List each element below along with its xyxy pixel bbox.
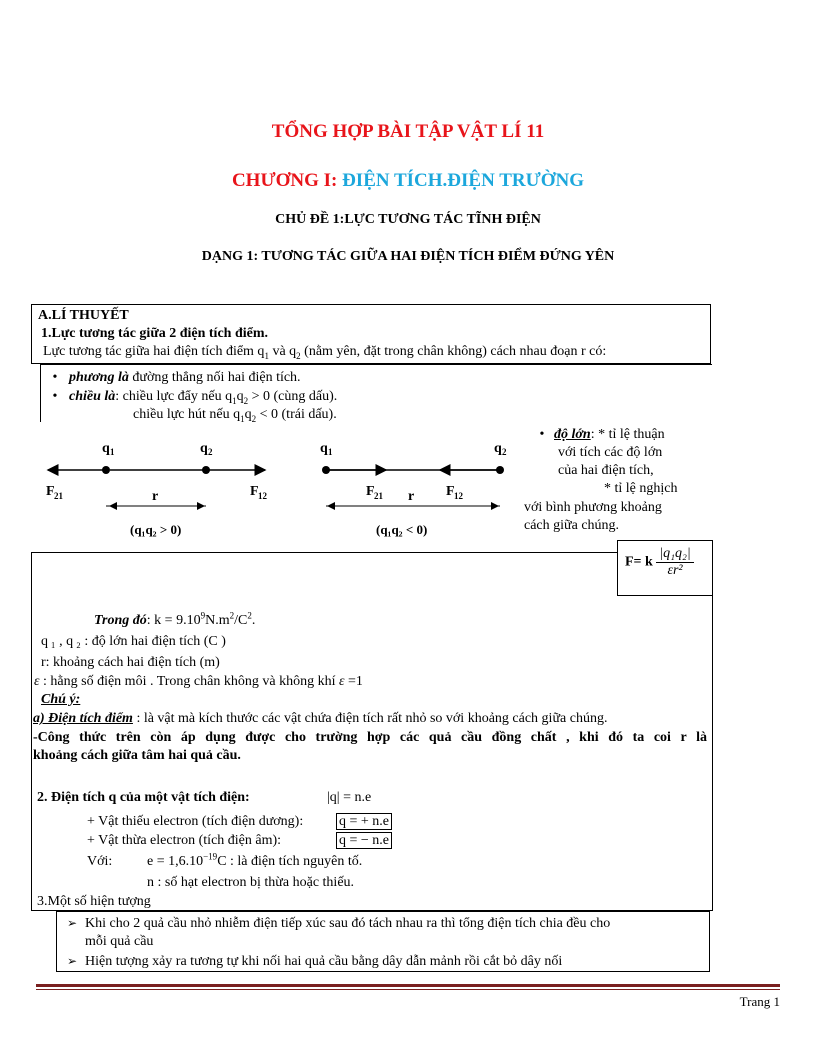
diagram-attraction — [300, 430, 520, 550]
bullet-direction: • phương là đường thẳng nối hai điện tích. — [52, 370, 301, 385]
svg-text:12: 12 — [258, 491, 267, 501]
phenomenon-1-cont: mỗi quả cầu — [85, 934, 154, 949]
svg-text:r: r — [408, 489, 415, 504]
footer-rule-thick — [36, 984, 780, 987]
excess-electron-formula: q = − n.e — [336, 832, 392, 849]
chapter-name: ĐIỆN TÍCH.ĐIỆN TRƯỜNG — [342, 170, 585, 191]
bullet-magnitude: • độ lớn: * tỉ lệ thuận — [539, 427, 665, 442]
svg-text:21: 21 — [374, 491, 383, 501]
electron-count: n : số hạt electron bị thừa hoặc thiếu. — [147, 875, 355, 890]
svg-text:1: 1 — [110, 447, 115, 457]
elementary-charge: $e = 1,6.10^{-19}C$ : là điện tích nguyên tố. — [147, 851, 363, 869]
f21-label: F — [46, 484, 55, 499]
magnitude-line4: * tỉ lệ nghịch — [604, 481, 678, 496]
magnitude-line3: của hai điện tích, — [558, 463, 654, 478]
excess-electron: + Vật thừa electron (tích điện âm): — [87, 833, 282, 848]
svg-text:q: q — [494, 441, 502, 456]
q-definition: q ₁ , q ₂ : độ lớn hai điện tích (C ) — [41, 634, 226, 649]
phenomenon-2: ➢ Hiện tượng xảy ra tương tự khi nối hai quả cầu bằng dây dẫn mảnh rồi cắt bỏ dây nối — [66, 954, 563, 969]
magnitude-line5: với bình phương khoảng — [524, 500, 662, 515]
svg-text:21: 21 — [54, 491, 63, 501]
lack-electron: + Vật thiếu electron (tích điện dương): — [87, 814, 304, 829]
svg-text:F: F — [366, 484, 375, 499]
document-title: TỔNG HỢP BÀI TẬP VẬT LÍ 11 — [271, 121, 545, 142]
svg-text:1: 1 — [328, 447, 333, 457]
epsilon-definition: ε : hằng số điện môi . Trong chân không và không khí ε =1 — [34, 674, 363, 689]
q1-label: q — [102, 441, 110, 456]
r-definition: r: khoảng cách hai điện tích (m) — [41, 655, 220, 670]
theory-intro: Lực tương tác giữa hai điện tích điểm $q_1$ và $q_2$ (nằm yên, đặt trong chân không) cách nhau đoạn r có: — [43, 344, 607, 361]
topic-title: CHỦ ĐỀ 1:LỰC TƯƠNG TÁC TĨNH ĐIỆN — [275, 212, 541, 227]
bullet-sense: • chiều là: chiều lực đẩy nếu $q_1q_2 > 0$ (cùng dấu). — [52, 389, 338, 406]
magnitude-line6: cách giữa chúng. — [524, 518, 620, 533]
bullet-sense-2: chiều lực hút nếu $q_1q_2 < 0$ (trái dấu). — [133, 407, 337, 424]
chapter-prefix: CHƯƠNG I: — [231, 170, 343, 191]
svg-text:q: q — [320, 441, 328, 456]
with-label: Với: — [87, 854, 113, 869]
theory-heading: A.LÍ THUYẾT — [38, 308, 129, 323]
magnitude-line2: với tích các độ lớn — [558, 445, 663, 460]
where-line: Trong đó: $k = 9.10^9N.m^2/C^2$. — [94, 610, 256, 628]
theory-subheading: 1.Lực tương tác giữa 2 điện tích điểm. — [41, 326, 269, 341]
coulomb-formula: F= k $\frac{\text{|q₁q₂|}}{\text{εr²}}$ — [625, 546, 694, 579]
svg-text:2: 2 — [208, 447, 213, 457]
phenomenon-1: ➢ Khi cho 2 quả cầu nhỏ nhiễm điện tiếp xúc sau đó tách nhau ra thì tổng điện tích chia đều cho — [66, 916, 611, 931]
form-title: DẠNG 1: TƯƠNG TÁC GIỮA HAI ĐIỆN TÍCH ĐIỂM ĐỨNG YÊN — [201, 249, 615, 264]
svg-text:F: F — [446, 484, 455, 499]
f12-label: F — [250, 484, 259, 499]
note-formula-applies-2: khoảng cách giữa tâm hai quả cầu. — [33, 748, 241, 763]
page-number: Trang 1 — [739, 994, 780, 1009]
note-point-charge: a) Điện tích điểm : là vật mà kích thước các vật chứa điện tích rất nhỏ so với khoảng cách giữa chúng. — [33, 711, 608, 726]
svg-text:2: 2 — [502, 447, 507, 457]
svg-text:(q₁q₂ < 0): (q₁q₂ < 0) — [376, 522, 428, 537]
condition-label: (q₁q₂ > 0) — [130, 522, 182, 537]
note-formula-applies: -Công thức trên còn áp dụng được cho trường hợp các quả cầu đồng chất , khi đó ta coi r là — [33, 730, 707, 745]
footer-rule-thin — [36, 989, 780, 990]
lack-electron-formula: q = + n.e — [336, 813, 392, 830]
chapter-title — [0, 170, 816, 192]
diagram-repulsion — [40, 430, 280, 550]
charge-formula: |q| = n.e — [327, 790, 372, 805]
charge-heading: 2. Điện tích q của một vật tích điện: — [37, 790, 250, 805]
r-label: r — [152, 489, 159, 504]
phenomena-heading: 3.Một số hiện tượng — [37, 894, 151, 909]
q2-label: q — [200, 441, 208, 456]
note-label: Chú ý: — [41, 692, 81, 707]
svg-text:12: 12 — [454, 491, 463, 501]
